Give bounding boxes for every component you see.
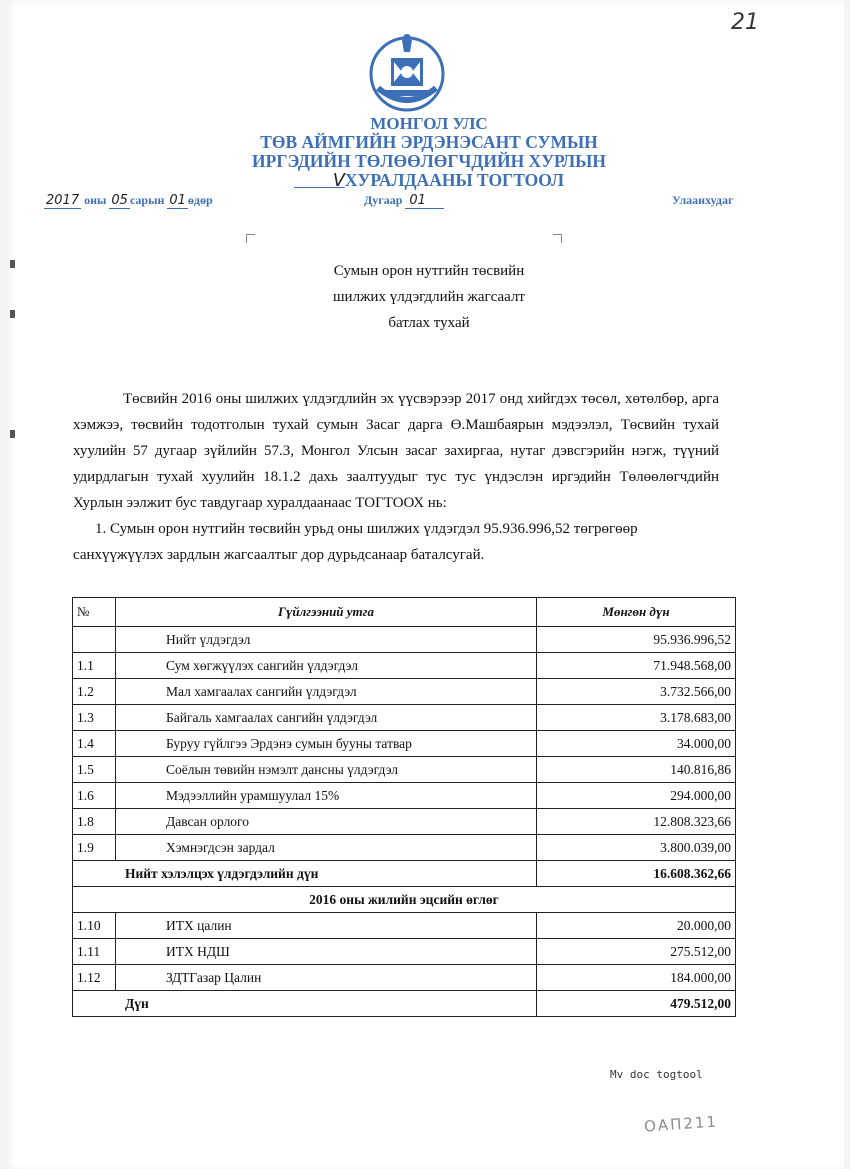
table-row xyxy=(73,757,736,783)
table-row xyxy=(73,705,736,731)
subject-bracket-right xyxy=(553,234,562,243)
row-description: Хэмнэгдсэн зардал xyxy=(116,835,537,861)
row-number: 1.10 xyxy=(73,913,116,939)
number-field xyxy=(364,193,444,208)
total-row xyxy=(73,991,736,1017)
total-amount: 479.512,00 xyxy=(537,991,736,1017)
row-description: Мал хамгаалах сангийн үлдэгдэл xyxy=(116,679,537,705)
row-description: Давсан орлого xyxy=(116,809,537,835)
row-description: ИТХ цалин xyxy=(116,913,537,939)
date-year: 2017 xyxy=(46,193,80,208)
row-amount: 275.512,00 xyxy=(537,939,736,965)
row-amount: 294.000,00 xyxy=(537,783,736,809)
date-day-label: өдөр xyxy=(187,193,213,207)
row-description: Нийт үлдэгдэл xyxy=(116,627,537,653)
scan-margin-marks xyxy=(10,250,18,650)
date-field xyxy=(44,193,213,208)
subject-line-3: батлах тухай xyxy=(388,315,470,331)
date-month-label: сарын xyxy=(129,193,165,207)
row-number: 1.3 xyxy=(73,705,116,731)
table-row xyxy=(73,965,736,991)
table-row xyxy=(73,653,736,679)
state-emblem-icon xyxy=(364,28,450,114)
resolution-body xyxy=(73,386,719,568)
col-amount-header: Мөнгөн дүн xyxy=(537,598,736,627)
subject-line-2: шилжих үлдэгдлийн жагсаалт xyxy=(333,289,525,305)
document-header xyxy=(204,114,654,191)
row-number: 1.9 xyxy=(73,835,116,861)
session-number: V xyxy=(332,171,345,191)
resolution-subject xyxy=(204,258,654,336)
header-province: ТӨВ АЙМГИЙН ЭРДЭНЭСАНТ СУМЫН xyxy=(260,132,598,152)
row-amount: 12.808.323,66 xyxy=(537,809,736,835)
subtotal-label: Нийт хэлэлцэх үлдэгдэлийн дүн xyxy=(73,861,537,887)
footer-scribble: ОАП211 xyxy=(643,1112,719,1136)
row-description: Соёлын төвийн нэмэлт дансны үлдэгдэл xyxy=(116,757,537,783)
decision-item-1: 1. Сумын орон нутгийн төсвийн урьд оны шилжих үлдэгдэл 95.936.996,52 төгрөгөөр xyxy=(95,521,638,537)
row-amount: 34.000,00 xyxy=(537,731,736,757)
row-amount: 3.732.566,00 xyxy=(537,679,736,705)
row-number: 1.2 xyxy=(73,679,116,705)
date-month: 05 xyxy=(111,193,128,208)
row-description: ИТХ НДШ xyxy=(116,939,537,965)
document-page xyxy=(4,0,844,1169)
row-amount: 3.800.039,00 xyxy=(537,835,736,861)
col-description-header: Гүйлгээний утга xyxy=(116,598,537,627)
table-row xyxy=(73,835,736,861)
row-number: 1.8 xyxy=(73,809,116,835)
section-title-row xyxy=(73,887,736,913)
date-day: 01 xyxy=(169,193,186,208)
row-number: 1.11 xyxy=(73,939,116,965)
row-number: 1.12 xyxy=(73,965,116,991)
header-resolution-title: VХУРАЛДААНЫ ТОГТООЛ xyxy=(332,170,565,191)
table-row xyxy=(73,913,736,939)
footer-stamp: Mv doc togtool xyxy=(610,1068,703,1081)
row-amount: 20.000,00 xyxy=(537,913,736,939)
total-label: Дүн xyxy=(73,991,537,1017)
decision-item-1-continued: санхүүжүүлэх зардлын жагсаалтыг дор дурьдсанаар баталсугай. xyxy=(73,547,485,563)
page-number: 21 xyxy=(731,10,759,35)
subject-line-1: Сумын орон нутгийн төсвийн xyxy=(333,263,525,279)
col-number-header: № xyxy=(73,598,116,627)
row-number xyxy=(73,627,116,653)
table-row xyxy=(73,783,736,809)
subtotal-row xyxy=(73,861,736,887)
table-header-row xyxy=(73,598,736,627)
row-description: Мэдээллийн урамшуулал 15% xyxy=(116,783,537,809)
table-row xyxy=(73,627,736,653)
row-number: 1.1 xyxy=(73,653,116,679)
row-amount: 3.178.683,00 xyxy=(537,705,736,731)
date-line xyxy=(44,193,764,215)
preamble-paragraph: Төсвийн 2016 оны шилжих үлдэгдлийн эх үүсвэрээр 2017 онд хийгдэх төсөл, хөтөлбөр, арга хэмжээ, төсвийн тодотголын тухай сумын Засаг дарга Ө.Машбаярын мэдээлэл, Төсвийн тухай хуулийн 57 дугаар зүйлийн 57.3, Монгол Улсын засаг захиргаа, нутаг дэвсгэрийн нэгж, түүний удирдлагын тухай хуулийн 18.1.2 дахь заалтуудыг тус тус үндэслэн иргэдийн Төлөөлөгчдийн Хурлын ээлжит бус тавдугаар хуралдаанаас ТОГТООХ нь: xyxy=(73,391,719,511)
budget-table xyxy=(72,597,736,1017)
row-number: 1.4 xyxy=(73,731,116,757)
row-description: Сум хөгжүүлэх сангийн үлдэгдэл xyxy=(116,653,537,679)
place-name: Улаанхудаг xyxy=(672,193,734,207)
header-council: ИРГЭДИЙН ТӨЛӨӨЛӨГЧДИЙН ХУРЛЫН xyxy=(252,151,606,171)
subject-bracket-left xyxy=(246,234,255,243)
number-label: Дугаар xyxy=(364,193,403,207)
row-number: 1.5 xyxy=(73,757,116,783)
row-amount: 71.948.568,00 xyxy=(537,653,736,679)
table-row xyxy=(73,809,736,835)
header-country: МОНГОЛ УЛС xyxy=(370,114,488,133)
table-row xyxy=(73,939,736,965)
table-row xyxy=(73,731,736,757)
row-description: Байгаль хамгаалах сангийн үлдэгдэл xyxy=(116,705,537,731)
row-amount: 140.816,86 xyxy=(537,757,736,783)
row-description: Буруу гүйлгээ Эрдэнэ сумын бууны татвар xyxy=(116,731,537,757)
date-year-label: оны xyxy=(84,193,107,207)
table-row xyxy=(73,679,736,705)
section-title: 2016 оны жилийн эцсийн өглөг xyxy=(73,887,736,913)
row-amount: 95.936.996,52 xyxy=(537,627,736,653)
row-description: ЗДТГазар Цалин xyxy=(116,965,537,991)
document-number: 01 xyxy=(405,193,444,209)
row-amount: 184.000,00 xyxy=(537,965,736,991)
subtotal-amount: 16.608.362,66 xyxy=(537,861,736,887)
row-number: 1.6 xyxy=(73,783,116,809)
